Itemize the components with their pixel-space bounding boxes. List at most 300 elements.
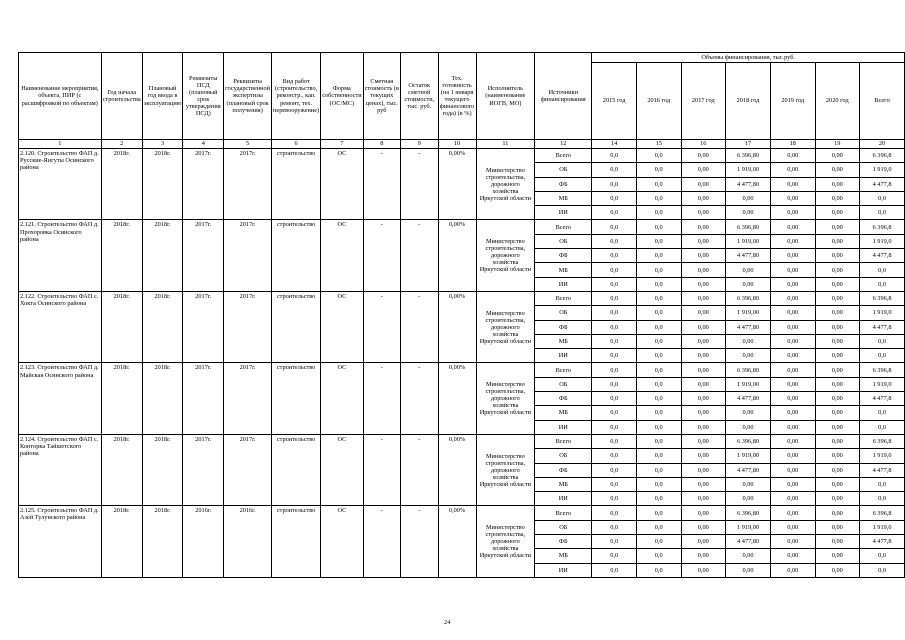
funding-value: 0,00 <box>681 492 726 506</box>
funding-value: 0,0 <box>636 263 681 277</box>
estimated-cost: - <box>363 506 400 577</box>
funding-source: Всего <box>535 363 592 377</box>
funding-value: 0,00 <box>726 334 771 348</box>
column-number: 4 <box>183 140 224 149</box>
funding-value: 1 919,00 <box>726 306 771 320</box>
funding-value: 0,00 <box>770 206 815 220</box>
funding-value: 0,0 <box>636 220 681 234</box>
funding-value: 4 477,80 <box>726 249 771 263</box>
funding-source: Всего <box>535 149 592 163</box>
executor: Министерство строительства, дорожного хозяйства Иркутской области <box>476 220 535 291</box>
remaining-cost: - <box>400 506 438 577</box>
funding-value: 0,00 <box>681 263 726 277</box>
psd-year: 2017г. <box>183 149 224 220</box>
table-row <box>19 291 905 305</box>
funding-value: 0,00 <box>681 349 726 363</box>
funding-source: Всего <box>535 506 592 520</box>
funding-value: 0,00 <box>726 349 771 363</box>
funding-source: ФБ <box>535 177 592 191</box>
expertise-year: 2017г. <box>224 363 272 434</box>
funding-value: 0,00 <box>770 434 815 448</box>
funding-value: 0,0 <box>860 477 905 491</box>
funding-value: 0,00 <box>815 492 860 506</box>
funding-value: 0,0 <box>636 191 681 205</box>
funding-value: 0,00 <box>815 206 860 220</box>
funding-value: 0,0 <box>636 163 681 177</box>
remaining-cost: - <box>400 220 438 291</box>
estimated-cost: - <box>363 363 400 434</box>
table-row <box>19 149 905 163</box>
work-type: строительство <box>272 291 321 362</box>
funding-value: 0,00 <box>815 549 860 563</box>
funding-source: ИИ <box>535 492 592 506</box>
funding-value: 0,0 <box>860 420 905 434</box>
executor: Министерство строительства, дорожного хозяйства Иркутской области <box>476 149 535 220</box>
funding-value: 4 477,8 <box>860 249 905 263</box>
funding-value: 0,0 <box>592 492 637 506</box>
funding-value: 0,0 <box>636 406 681 420</box>
funding-source: Всего <box>535 220 592 234</box>
funding-value: 0,0 <box>592 220 637 234</box>
funding-value: 0,0 <box>860 191 905 205</box>
work-type: строительство <box>272 363 321 434</box>
funding-value: 0,00 <box>770 492 815 506</box>
funding-value: 0,0 <box>592 277 637 291</box>
psd-year: 2016г. <box>183 506 224 577</box>
funding-value: 0,00 <box>770 249 815 263</box>
funding-value: 0,00 <box>815 177 860 191</box>
funding-value: 6 396,8 <box>860 149 905 163</box>
header-remaining-cost: Остаток сметной стоимости, тыс. руб. <box>400 53 438 140</box>
funding-value: 0,00 <box>726 563 771 577</box>
planned-year: 2018г. <box>142 434 183 505</box>
executor: Министерство строительства, дорожного хозяйства Иркутской области <box>476 434 535 505</box>
column-number: 16 <box>681 140 726 149</box>
funding-value: 1 919,0 <box>860 306 905 320</box>
funding-source: ФБ <box>535 463 592 477</box>
funding-source: ИИ <box>535 277 592 291</box>
funding-value: 0,0 <box>636 492 681 506</box>
table-row <box>19 220 905 234</box>
funding-value: 0,00 <box>770 420 815 434</box>
planned-year: 2018г. <box>142 506 183 577</box>
planned-year: 2018г. <box>142 291 183 362</box>
funding-value: 0,0 <box>636 363 681 377</box>
expertise-year: 2017г. <box>224 434 272 505</box>
funding-value: 0,00 <box>681 406 726 420</box>
funding-value: 4 477,8 <box>860 320 905 334</box>
expertise-year: 2017г. <box>224 291 272 362</box>
funding-value: 0,00 <box>681 549 726 563</box>
header-year-2018: 2018 год <box>726 63 771 140</box>
funding-value: 0,00 <box>815 463 860 477</box>
estimated-cost: - <box>363 434 400 505</box>
funding-value: 0,00 <box>726 277 771 291</box>
column-number-row <box>19 140 905 149</box>
remaining-cost: - <box>400 149 438 220</box>
funding-source: ИИ <box>535 206 592 220</box>
funding-value: 0,0 <box>592 434 637 448</box>
funding-value: 0,00 <box>770 191 815 205</box>
funding-value: 0,00 <box>815 535 860 549</box>
funding-value: 0,0 <box>636 234 681 248</box>
funding-value: 0,00 <box>815 377 860 391</box>
funding-value: 0,0 <box>592 477 637 491</box>
readiness: 0,00% <box>438 220 476 291</box>
funding-value: 0,00 <box>681 206 726 220</box>
funding-value: 0,00 <box>815 334 860 348</box>
funding-value: 0,0 <box>592 206 637 220</box>
funding-value: 0,00 <box>726 263 771 277</box>
column-number: 9 <box>400 140 438 149</box>
funding-value: 0,00 <box>681 392 726 406</box>
funding-value: 4 477,80 <box>726 320 771 334</box>
funding-value: 0,00 <box>681 249 726 263</box>
funding-value: 0,00 <box>726 406 771 420</box>
funding-source: Всего <box>535 434 592 448</box>
funding-value: 0,00 <box>770 563 815 577</box>
funding-value: 0,00 <box>770 234 815 248</box>
funding-value: 0,00 <box>815 234 860 248</box>
funding-value: 0,0 <box>636 549 681 563</box>
funding-value: 6 396,8 <box>860 506 905 520</box>
remaining-cost: - <box>400 363 438 434</box>
funding-value: 0,00 <box>770 263 815 277</box>
funding-value: 0,0 <box>592 234 637 248</box>
funding-value: 6 396,80 <box>726 291 771 305</box>
funding-source: ИИ <box>535 349 592 363</box>
funding-value: 6 396,80 <box>726 434 771 448</box>
funding-value: 0,0 <box>636 449 681 463</box>
funding-value: 4 477,80 <box>726 535 771 549</box>
funding-source: ИИ <box>535 420 592 434</box>
funding-value: 4 477,80 <box>726 177 771 191</box>
funding-value: 0,00 <box>681 449 726 463</box>
funding-value: 0,00 <box>815 449 860 463</box>
funding-value: 0,00 <box>815 477 860 491</box>
ownership: ОС <box>321 363 363 434</box>
object-name: 2.120. Строительство ФАП д. Русские-Янгуты Осинского района <box>19 149 102 220</box>
funding-value: 0,0 <box>636 291 681 305</box>
funding-value: 0,0 <box>592 506 637 520</box>
funding-value: 1 919,00 <box>726 377 771 391</box>
funding-value: 0,0 <box>592 420 637 434</box>
funding-value: 0,00 <box>681 420 726 434</box>
funding-value: 0,0 <box>860 563 905 577</box>
funding-value: 0,0 <box>592 377 637 391</box>
funding-value: 0,00 <box>770 377 815 391</box>
funding-value: 0,0 <box>860 349 905 363</box>
funding-value: 0,00 <box>681 506 726 520</box>
funding-value: 0,00 <box>681 277 726 291</box>
table-body <box>19 53 905 578</box>
funding-source: ИИ <box>535 563 592 577</box>
header-name: Наименование мероприятия, объекта, ПИР (с расшифровкой по объектам) <box>19 53 102 140</box>
funding-value: 0,0 <box>592 563 637 577</box>
funding-value: 0,0 <box>636 434 681 448</box>
funding-value: 0,00 <box>770 535 815 549</box>
column-number: 19 <box>815 140 860 149</box>
funding-value: 4 477,80 <box>726 392 771 406</box>
column-number: 10 <box>438 140 476 149</box>
funding-value: 0,00 <box>770 177 815 191</box>
funding-value: 0,00 <box>681 520 726 534</box>
expertise-year: 2017г. <box>224 220 272 291</box>
header-total: Всего <box>860 63 905 140</box>
column-number: 17 <box>726 140 771 149</box>
column-number: 7 <box>321 140 363 149</box>
header-year-2020: 2020 год <box>815 63 860 140</box>
funding-value: 0,00 <box>726 420 771 434</box>
ownership: ОС <box>321 506 363 577</box>
header-sources: Источники финансирования <box>535 53 592 140</box>
start-year: 2018г. <box>101 434 142 505</box>
funding-value: 0,00 <box>770 291 815 305</box>
funding-value: 6 396,80 <box>726 363 771 377</box>
funding-value: 0,00 <box>726 477 771 491</box>
header-funding-group: Объемы финансирования, тыс.руб. <box>592 53 905 63</box>
funding-value: 0,0 <box>636 249 681 263</box>
funding-value: 0,0 <box>860 263 905 277</box>
funding-value: 0,0 <box>860 549 905 563</box>
funding-value: 0,00 <box>815 349 860 363</box>
funding-value: 4 477,80 <box>726 463 771 477</box>
funding-value: 0,00 <box>815 563 860 577</box>
funding-value: 0,0 <box>860 206 905 220</box>
funding-value: 1 919,0 <box>860 377 905 391</box>
funding-value: 0,0 <box>592 177 637 191</box>
funding-value: 1 919,0 <box>860 163 905 177</box>
funding-value: 0,00 <box>770 220 815 234</box>
funding-value: 0,00 <box>815 363 860 377</box>
estimated-cost: - <box>363 149 400 220</box>
readiness: 0,00% <box>438 434 476 505</box>
funding-source: ФБ <box>535 320 592 334</box>
psd-year: 2017г. <box>183 220 224 291</box>
funding-value: 0,0 <box>636 306 681 320</box>
funding-source: ФБ <box>535 392 592 406</box>
funding-value: 0,00 <box>770 163 815 177</box>
work-type: строительство <box>272 220 321 291</box>
funding-value: 0,0 <box>636 477 681 491</box>
funding-value: 0,00 <box>770 306 815 320</box>
funding-value: 0,0 <box>592 463 637 477</box>
ownership: ОС <box>321 434 363 505</box>
start-year: 2018г. <box>101 220 142 291</box>
funding-source: ОБ <box>535 163 592 177</box>
readiness: 0,00% <box>438 291 476 362</box>
psd-year: 2017г. <box>183 434 224 505</box>
header-expertise-details: Реквизиты государственной экспертизы (плановый срок получения) <box>224 53 272 140</box>
funding-value: 0,0 <box>592 163 637 177</box>
funding-source: ОБ <box>535 234 592 248</box>
funding-value: 0,0 <box>592 191 637 205</box>
executor: Министерство строительства, дорожного хозяйства Иркутской области <box>476 291 535 362</box>
estimated-cost: - <box>363 220 400 291</box>
funding-value: 0,0 <box>592 263 637 277</box>
header-psd-details: Реквизиты ПСД (плановый срок утверждения ПСД) <box>183 53 224 140</box>
funding-value: 0,00 <box>681 306 726 320</box>
start-year: 2018г. <box>101 363 142 434</box>
funding-value: 0,00 <box>815 406 860 420</box>
executor: Министерство строительства, дорожного хозяйства Иркутской области <box>476 363 535 434</box>
object-name: 2.124. Строительство ФАП с. Конторка Тайшетского района <box>19 434 102 505</box>
funding-value: 0,00 <box>770 520 815 534</box>
planned-year: 2018г. <box>142 363 183 434</box>
funding-value: 0,00 <box>770 506 815 520</box>
header-ownership: Форма собственности (ОС/МС) <box>321 53 363 140</box>
funding-value: 0,0 <box>592 449 637 463</box>
funding-value: 0,0 <box>636 177 681 191</box>
column-number: 20 <box>860 140 905 149</box>
funding-value: 1 919,0 <box>860 449 905 463</box>
funding-value: 0,00 <box>681 149 726 163</box>
psd-year: 2017г. <box>183 291 224 362</box>
funding-value: 6 396,8 <box>860 434 905 448</box>
funding-source: ФБ <box>535 249 592 263</box>
table-row <box>19 434 905 448</box>
funding-value: 0,0 <box>592 549 637 563</box>
funding-value: 1 919,00 <box>726 163 771 177</box>
funding-value: 0,0 <box>592 535 637 549</box>
funding-value: 0,00 <box>681 535 726 549</box>
funding-value: 0,0 <box>592 149 637 163</box>
funding-value: 6 396,80 <box>726 220 771 234</box>
funding-value: 0,00 <box>770 549 815 563</box>
column-number: 12 <box>535 140 592 149</box>
funding-value: 0,00 <box>681 477 726 491</box>
ownership: ОС <box>321 149 363 220</box>
work-type: строительство <box>272 149 321 220</box>
funding-source: МБ <box>535 334 592 348</box>
funding-source: МБ <box>535 191 592 205</box>
funding-value: 0,0 <box>592 249 637 263</box>
funding-value: 0,0 <box>636 349 681 363</box>
funding-value: 1 919,00 <box>726 449 771 463</box>
funding-value: 4 477,8 <box>860 535 905 549</box>
header-estimated-cost: Сметная стоимость (в текущих ценах), тыс. руб <box>363 53 400 140</box>
funding-value: 1 919,0 <box>860 234 905 248</box>
readiness: 0,00% <box>438 506 476 577</box>
funding-value: 0,00 <box>815 434 860 448</box>
funding-value: 1 919,00 <box>726 520 771 534</box>
funding-value: 0,00 <box>815 163 860 177</box>
expertise-year: 2017г. <box>224 149 272 220</box>
funding-value: 0,00 <box>770 334 815 348</box>
funding-value: 0,00 <box>770 349 815 363</box>
funding-value: 0,0 <box>636 535 681 549</box>
funding-value: 0,00 <box>681 191 726 205</box>
funding-value: 0,00 <box>815 249 860 263</box>
funding-value: 0,00 <box>770 277 815 291</box>
funding-value: 0,0 <box>636 206 681 220</box>
column-number: 1 <box>19 140 102 149</box>
funding-value: 0,00 <box>815 263 860 277</box>
planned-year: 2018г. <box>142 149 183 220</box>
funding-value: 6 396,8 <box>860 363 905 377</box>
funding-source: МБ <box>535 549 592 563</box>
remaining-cost: - <box>400 434 438 505</box>
funding-value: 0,00 <box>815 320 860 334</box>
funding-value: 1 919,00 <box>726 234 771 248</box>
header-planned-year: Плановый год ввода в эксплуатацию <box>142 53 183 140</box>
remaining-cost: - <box>400 291 438 362</box>
funding-value: 0,00 <box>681 220 726 234</box>
funding-value: 0,00 <box>726 492 771 506</box>
funding-value: 6 396,8 <box>860 291 905 305</box>
column-number: 2 <box>101 140 142 149</box>
funding-value: 6 396,8 <box>860 220 905 234</box>
funding-value: 0,00 <box>681 291 726 305</box>
funding-source: ОБ <box>535 306 592 320</box>
funding-value: 0,00 <box>681 563 726 577</box>
funding-value: 4 477,8 <box>860 177 905 191</box>
column-number: 15 <box>636 140 681 149</box>
funding-source: МБ <box>535 477 592 491</box>
start-year: 2018г. <box>101 291 142 362</box>
funding-source: МБ <box>535 263 592 277</box>
funding-value: 0,0 <box>592 291 637 305</box>
funding-value: 0,00 <box>681 163 726 177</box>
funding-value: 0,00 <box>815 191 860 205</box>
funding-value: 0,00 <box>681 463 726 477</box>
funding-value: 0,0 <box>636 149 681 163</box>
header-row-top <box>19 53 905 63</box>
funding-value: 0,00 <box>770 477 815 491</box>
table-row <box>19 506 905 520</box>
funding-value: 0,0 <box>636 320 681 334</box>
funding-value: 0,0 <box>592 520 637 534</box>
table-row <box>19 363 905 377</box>
funding-value: 0,0 <box>860 334 905 348</box>
expertise-year: 2016г. <box>224 506 272 577</box>
funding-value: 0,0 <box>636 520 681 534</box>
funding-value: 0,00 <box>681 363 726 377</box>
funding-value: 0,0 <box>636 277 681 291</box>
start-year: 2018г. <box>101 149 142 220</box>
readiness: 0,00% <box>438 363 476 434</box>
funding-value: 0,0 <box>592 392 637 406</box>
column-number: 18 <box>770 140 815 149</box>
funding-value: 0,00 <box>815 149 860 163</box>
funding-value: 0,00 <box>770 463 815 477</box>
readiness: 0,00% <box>438 149 476 220</box>
funding-value: 1 919,0 <box>860 520 905 534</box>
funding-value: 0,00 <box>770 392 815 406</box>
funding-value: 0,0 <box>636 563 681 577</box>
header-executor: Исполнитель (наименование ИОГВ, МО) <box>476 53 535 140</box>
funding-source: ОБ <box>535 449 592 463</box>
funding-value: 0,00 <box>681 177 726 191</box>
header-work-type: Вид работ (строительство, реконстр., кап. ремонт, тех. перевооружение) <box>272 53 321 140</box>
funding-value: 0,00 <box>815 392 860 406</box>
funding-value: 0,0 <box>636 377 681 391</box>
funding-value: 0,0 <box>636 506 681 520</box>
funding-value: 0,00 <box>726 191 771 205</box>
header-year-2015: 2015 год <box>592 63 637 140</box>
funding-value: 0,00 <box>770 449 815 463</box>
funding-value: 0,0 <box>592 349 637 363</box>
work-type: строительство <box>272 506 321 577</box>
object-name: 2.121. Строительство ФАП д. Прохоровка Осинского района <box>19 220 102 291</box>
funding-value: 0,00 <box>726 549 771 563</box>
funding-source: ОБ <box>535 377 592 391</box>
funding-value: 0,0 <box>636 334 681 348</box>
funding-value: 0,0 <box>860 406 905 420</box>
planned-year: 2018г. <box>142 220 183 291</box>
funding-value: 0,00 <box>681 334 726 348</box>
work-type: строительство <box>272 434 321 505</box>
